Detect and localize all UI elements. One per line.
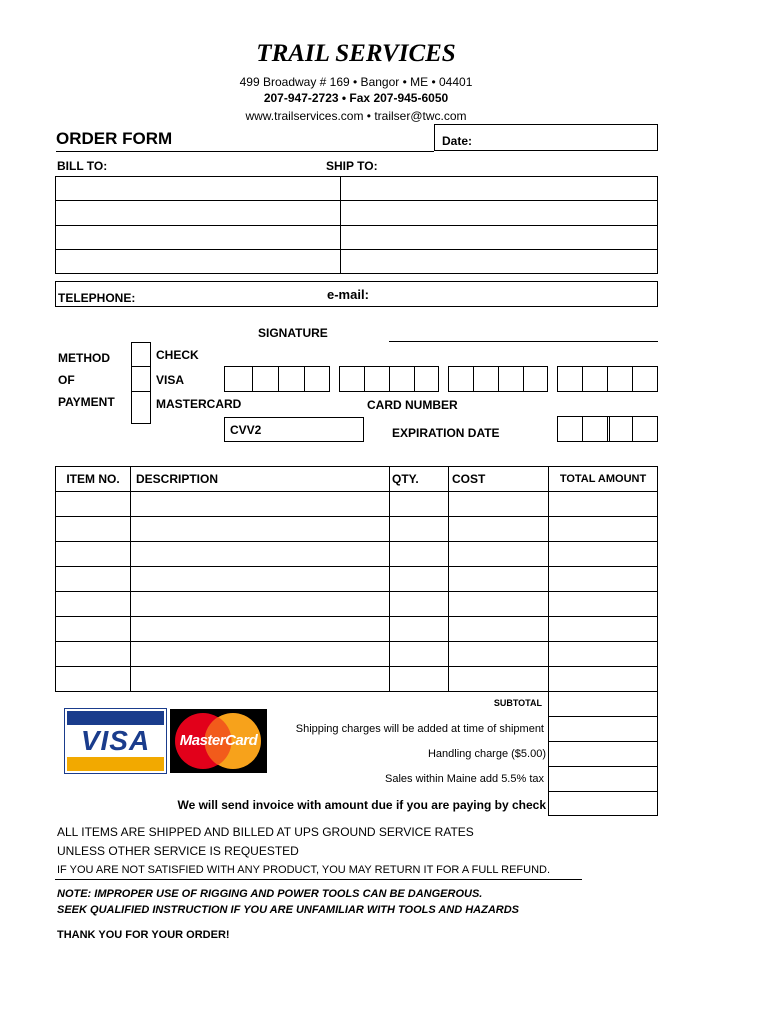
company-web-email: www.trailservices.com • trailser@twc.com: [245, 109, 467, 123]
items-row-line: [55, 641, 658, 642]
invoice-note: We will send invoice with amount due if you are paying by check: [177, 798, 546, 812]
shipping-policy-1: ALL ITEMS ARE SHIPPED AND BILLED AT UPS GROUND SERVICE RATES: [57, 825, 474, 839]
method-label-2: OF: [58, 373, 75, 387]
option-mastercard: MASTERCARD: [156, 397, 242, 411]
bill-to-label: BILL TO:: [57, 159, 108, 173]
visa-logo: [64, 708, 167, 774]
expiration-divider: [632, 416, 633, 442]
option-check: CHECK: [156, 348, 199, 362]
subtotal-label: SUBTOTAL: [493, 698, 542, 708]
card-number-label: CARD NUMBER: [367, 398, 458, 412]
telephone-label: TELEPHONE:: [58, 291, 136, 305]
card-digit-divider: [252, 366, 253, 392]
company-name: TRAIL SERVICES: [256, 40, 456, 67]
items-col-divider: [448, 466, 449, 692]
header-cost: COST: [452, 472, 486, 486]
visa-checkbox[interactable]: [132, 367, 150, 390]
warning-line-1: NOTE: IMPROPER USE OF RIGGING AND POWER TOOLS CAN BE DANGEROUS.: [57, 888, 483, 900]
shipping-field[interactable]: [549, 717, 657, 740]
thank-you: THANK YOU FOR YOUR ORDER!: [57, 929, 230, 941]
total-due-field[interactable]: [549, 792, 657, 815]
expiration-label: EXPIRATION DATE: [392, 426, 500, 440]
ship-to-label: SHIP TO:: [326, 159, 378, 173]
card-digit-divider: [607, 366, 608, 392]
card-digit-divider: [364, 366, 365, 392]
refund-policy: IF YOU ARE NOT SATISFIED WITH ANY PRODUCT, YOU MAY RETURN IT FOR A FULL REFUND.: [57, 864, 551, 876]
handling-note: Handling charge ($5.00): [427, 748, 546, 760]
items-row-line: [55, 491, 658, 492]
card-digit-divider: [632, 366, 633, 392]
items-col-divider: [130, 466, 131, 692]
shipping-note: Shipping charges will be added at time of shipment: [295, 723, 544, 735]
warning-line-2: SEEK QUALIFIED INSTRUCTION IF YOU ARE UNFAMILIAR WITH TOOLS AND HAZARDS: [57, 904, 519, 916]
visa-logo-text: VISA: [80, 725, 151, 756]
expiration-divider: [607, 416, 608, 442]
header-qty: QTY.: [392, 472, 419, 486]
option-visa: VISA: [156, 373, 185, 387]
subtotal-field[interactable]: [549, 692, 657, 715]
items-row-line: [55, 566, 658, 567]
handling-field[interactable]: [549, 742, 657, 765]
signature-label: SIGNATURE: [258, 326, 328, 340]
card-digit-divider: [414, 366, 415, 392]
refund-rule: [55, 879, 582, 880]
sales-tax-note: Sales within Maine add 5.5% tax: [385, 773, 544, 785]
mastercard-logo: [170, 709, 267, 773]
method-label-3: PAYMENT: [58, 395, 115, 409]
card-digit-divider: [278, 366, 279, 392]
card-digit-divider: [523, 366, 524, 392]
method-label-1: METHOD: [58, 351, 110, 365]
cvv-label: CVV2: [230, 423, 262, 437]
email-label: e-mail:: [327, 287, 369, 302]
address-row-line: [55, 249, 658, 250]
title-rule: [56, 151, 434, 152]
card-digit-divider: [304, 366, 305, 392]
items-row-line: [55, 516, 658, 517]
address-row-line: [55, 200, 658, 201]
items-row-line: [55, 616, 658, 617]
cvv-field[interactable]: [224, 417, 364, 442]
signature-line[interactable]: [389, 341, 658, 342]
shipping-policy-2: UNLESS OTHER SERVICE IS REQUESTED: [57, 844, 299, 858]
items-table: [55, 466, 658, 692]
company-phone-fax: 207-947-2723 • Fax 207-945-6050: [263, 91, 449, 105]
date-field[interactable]: [434, 124, 658, 151]
company-address: 499 Broadway # 169 • Bangor • ME • 04401: [239, 75, 473, 89]
ship-to-line-1[interactable]: [341, 177, 657, 199]
bill-to-line-1[interactable]: [56, 177, 339, 199]
mastercard-checkbox[interactable]: [132, 392, 150, 423]
form-title: ORDER FORM: [56, 129, 173, 148]
mastercard-logo-text: MasterCard: [179, 732, 258, 749]
items-col-divider: [389, 466, 390, 692]
items-row-line: [55, 666, 658, 667]
address-row-line: [55, 225, 658, 226]
expiration-divider: [609, 416, 610, 442]
header-total-amount: TOTAL AMOUNT: [559, 473, 647, 485]
card-digit-divider: [498, 366, 499, 392]
items-row-line: [55, 541, 658, 542]
check-checkbox[interactable]: [132, 343, 150, 365]
header-description: DESCRIPTION: [136, 472, 219, 486]
items-row-line: [55, 591, 658, 592]
card-digit-divider: [582, 366, 583, 392]
items-col-divider: [548, 466, 549, 692]
date-label: Date:: [442, 134, 473, 148]
header-item-no: ITEM NO.: [66, 472, 120, 486]
sales-tax-field[interactable]: [549, 767, 657, 790]
card-number-group-1[interactable]: [224, 366, 330, 392]
card-digit-divider: [389, 366, 390, 392]
expiration-divider: [582, 416, 583, 442]
card-digit-divider: [473, 366, 474, 392]
